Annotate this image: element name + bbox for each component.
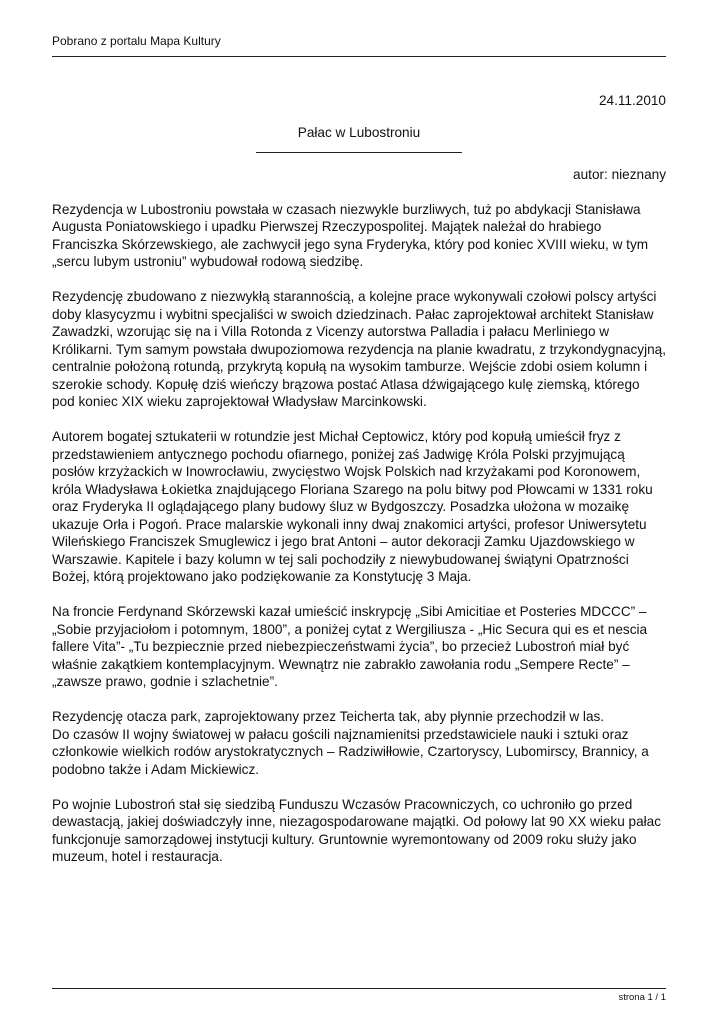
document-body [52, 92, 666, 866]
paragraph-postwar: Po wojnie Lubostroń stał się siedzibą Funduszu Wczasów Pracowniczych, co uchroniło go przed dewastacją, jakiej doświadczyły inne, niezagospodarowane majątki. Od połowy lat 90 XX wieku pałac funkcjonuje samorządowej instytucji kultury. Gruntownie wyremontowany od 2009 roku służy jako muzeum, hotel i restauracja. [52, 796, 662, 864]
title-block [52, 124, 666, 154]
document-title: Pałac w Lubostroniu [297, 124, 421, 140]
header-divider [52, 56, 666, 57]
page-number: strona 1 / 1 [618, 992, 666, 1003]
paragraph-inscriptions: Na froncie Ferdynand Skórzewski kazał umieścić inskrypcję „Sibi Amicitiae et Posteries MDCCC” – „Sobie przyjaciołom i potomnym, 1800”, a poniżej cytat z Wergiliusza - „Hic Secura qui es et nescia fallere Vita”- „Tu bezpiecznie przed niebezpieczeństwami życia”, bo przecież Lubostroń miał być właśnie zakątkiem kontemplacyjnym. Wewnątrz nie zabrakło zawołania rodu „Sempere Recte” – „zawsze prawo, godnie i szlachetnie”. [52, 604, 648, 689]
title-underline [256, 152, 462, 153]
document-date: 24.11.2010 [598, 93, 666, 108]
footer-divider [52, 988, 666, 989]
document-author: autor: nieznany [573, 167, 666, 182]
page-header-source: Pobrano z portalu Mapa Kultury [52, 34, 221, 48]
paragraph-park-and-guests: Rezydencję otacza park, zaprojektowany przez Teicherta tak, aby płynnie przechodził w las. Do czasów II wojny światowej w pałacu gościli najznamienitsi przedstawiciele nauki i sztuki oraz członkowie wielkich rodów arystokratycznych – Radziwiłłowie, Czartoryscy, Lubomirscy, Brannicy, a podobno także i Adam Mickiewicz. [52, 709, 649, 777]
paragraph-architecture: Rezydencję zbudowano z niezwykłą starannością, a kolejne prace wykonywali czołowi polscy artyści doby klasycyzmu i wybitni specjaliści w swoich dziedzinach. Pałac zaprojektował architekt Stanisław Zawadzki, wzorując się na i Villa Rotonda z Vicenzy autorstwa Palladia i pałacu Merliniego w Królikarni. Tym samym powstała dwupoziomowa rezydencja na planie kwadratu, z trzykondygnacyjną, centralnie położoną rotundą, przykrytą kopułą na wysokim tamburze. Wejście zdobi osiem kolumn i szerokie schody. Kopułę dziś wieńczy brązowa postać Atlasa dźwigającego kulę ziemską, którego pod koniec XIX wieku zaprojektował Władysław Marcinkowski. [52, 289, 667, 409]
paragraph-history: Rezydencja w Lubostroniu powstała w czasach niezwykle burzliwych, tuż po abdykacji Stanisława Augusta Poniatowskiego i upadku Pierwszej Rzeczypospolitej. Majątek należał do hrabiego Franciszka Skórzewskiego, ale zachwycił jego syna Fryderyka, który pod koniec XVIII wieku, w tym „sercu lubym ustroniu” wybudował rodową siedzibę. [52, 201, 649, 269]
paragraph-rotunda-decoration: Autorem bogatej sztukaterii w rotundzie jest Michał Ceptowicz, który pod kopułą umieścił fryz z przedstawieniem antycznego pochodu ofiarnego, poniżej zaś Jadwigę Króla Polski przyjmującą posłów krzyżackich w Inowrocławiu, zwycięstwo Wojsk Polskich nad krzyżakami pod Koronowem, króla Władysława Łokietka znajdującego Floriana Szarego na polu bitwy pod Płowcami w 1331 roku oraz Fryderyka II oglądającego plany budowy śluz w Bydgoszczy. Posadzka ułożona w mozaikę ukazuje Orła i Pogoń. Prace malarskie wykonali inny dwaj znakomici artyści, profesor Uniwersytetu Wileńskiego Franciszek Smuglewicz i jego brat Antoni – autor dekoracji Zamku Ujazdowskiego w Warszawie. Kapitele i bazy kolumn w tej sali pochodziły z niewybudowanej świątyni Opatrzności Bożej, którą projektowano jako podziękowanie za Konstytucję 3 Maja. [52, 429, 653, 584]
